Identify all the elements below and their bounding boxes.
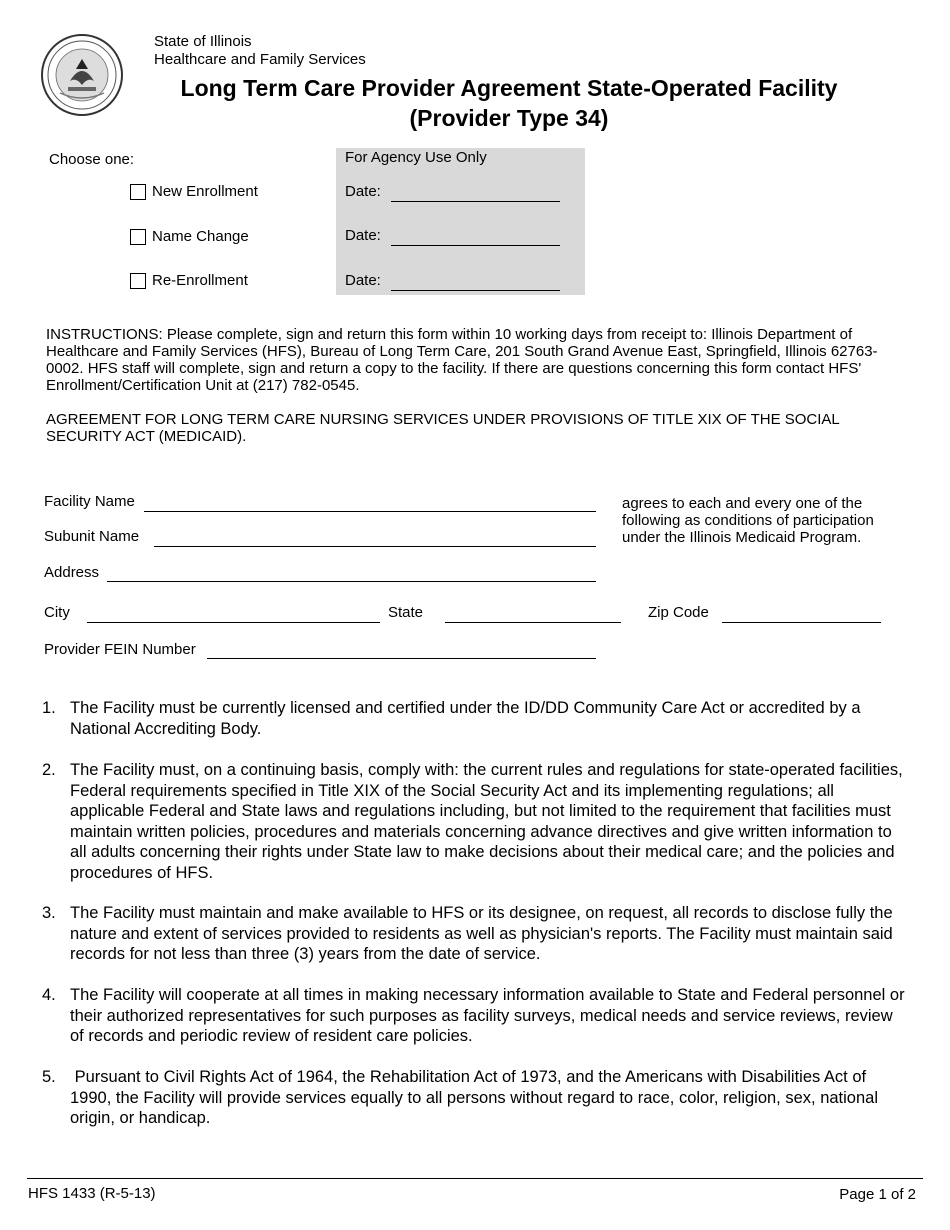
condition-item-3 xyxy=(40,903,910,965)
re-enrollment-checkbox[interactable] xyxy=(130,273,146,289)
state-label: State xyxy=(388,604,424,621)
condition-item-5 xyxy=(40,1067,910,1129)
address-field[interactable] xyxy=(107,581,596,582)
name-change-checkbox[interactable] xyxy=(130,229,146,245)
facility-name-field[interactable] xyxy=(144,511,596,512)
zip-code-field[interactable] xyxy=(722,622,881,623)
address-label: Address xyxy=(44,564,100,581)
date-label-1: Date: xyxy=(345,183,381,200)
facility-name-label: Facility Name xyxy=(44,493,135,510)
form-number: HFS 1433 (R-5-13) xyxy=(28,1185,156,1202)
new-enrollment-checkbox[interactable] xyxy=(130,184,146,200)
zip-code-label: Zip Code xyxy=(648,604,709,621)
condition-text: The Facility must, on a continuing basis, comply with: the current rules and regulations for state-operated facilities, Federal requirements specified in Title XIX of the Social Security Act and its implementing regulations; all applicable Federal and State laws and regulations including, but not limited to the requirement that facilities must maintain written policies, procedures and materials concerning advance directives and give written information to all adults concerning their rights under State law to make decisions about their medical care; and the policies and procedures of HFS. xyxy=(70,761,903,882)
footer-divider xyxy=(27,1178,923,1179)
condition-number: 5. xyxy=(42,1068,56,1086)
state-field[interactable] xyxy=(445,622,621,623)
new-enrollment-label: New Enrollment xyxy=(152,183,258,200)
condition-text: The Facility must maintain and make available to HFS or its designee, on request, all records to disclose fully the nature and extent of services provided to residents as well as physician's reports. The Facility must maintain said records for not less than three (3) years from the date of service. xyxy=(70,904,893,963)
name-change-label: Name Change xyxy=(152,228,249,245)
re-enrollment-label: Re-Enrollment xyxy=(152,272,248,289)
condition-item-2 xyxy=(40,760,910,883)
agency-line-2: Healthcare and Family Services xyxy=(154,51,366,68)
condition-number: 2. xyxy=(42,761,56,779)
condition-item-1 xyxy=(40,698,910,739)
condition-number: 4. xyxy=(42,986,56,1004)
form-subtitle: (Provider Type 34) xyxy=(409,105,609,131)
condition-text: Pursuant to Civil Rights Act of 1964, the Rehabilitation Act of 1973, and the Americans with Disabilities Act of 1990, the Facility will provide services equally to all persons without regard to race, color, religion, sex, national origin, or handicap. xyxy=(70,1068,883,1127)
date-label-2: Date: xyxy=(345,227,381,244)
condition-text: The Facility must be currently licensed and certified under the ID/DD Community Care Act or accredited by a National Accrediting Body. xyxy=(70,699,861,738)
agency-line-1: State of Illinois xyxy=(154,33,252,50)
subunit-name-field[interactable] xyxy=(154,546,596,547)
agency-use-heading: For Agency Use Only xyxy=(345,149,487,166)
subunit-name-label: Subunit Name xyxy=(44,528,140,545)
city-label: City xyxy=(44,604,70,621)
form-title: Long Term Care Provider Agreement State-Operated Facility xyxy=(180,75,838,101)
state-seal-logo xyxy=(40,33,124,117)
condition-number: 3. xyxy=(42,904,56,922)
condition-number: 1. xyxy=(42,699,56,717)
choose-one-label: Choose one: xyxy=(49,151,135,168)
date-field-1[interactable] xyxy=(391,201,560,202)
instructions-text: INSTRUCTIONS: Please complete, sign and return this form within 10 working days from receipt to: Illinois Department of Healthcare and Family Services (HFS), Bureau of Long Term Care, 201 South Grand Avenue East, Springfield, Illinois 62763-0002. HFS staff will complete, sign and return a copy to the facility. If there are questions concerning this form contact HFS' Enrollment/Certification Unit at (217) 782-0545. xyxy=(46,326,878,394)
agreement-heading: AGREEMENT FOR LONG TERM CARE NURSING SERVICES UNDER PROVISIONS OF TITLE XIX OF THE SOCIAL SECURITY ACT (MEDICAID). xyxy=(46,411,840,445)
condition-text: The Facility will cooperate at all times in making necessary information available to State and Federal personnel or their authorized representatives for such purposes as facility surveys, medical needs and service reviews, review of records and periodic review of resident care policies. xyxy=(70,986,905,1045)
agency-use-box xyxy=(336,148,585,295)
date-field-3[interactable] xyxy=(391,290,560,291)
page-number: Page 1 of 2 xyxy=(839,1186,916,1203)
city-field[interactable] xyxy=(87,622,380,623)
fein-field[interactable] xyxy=(207,658,596,659)
date-label-3: Date: xyxy=(345,272,381,289)
agrees-text: agrees to each and every one of the following as conditions of participation under the Illinois Medicaid Program. xyxy=(622,495,874,546)
date-field-2[interactable] xyxy=(391,245,560,246)
condition-item-4 xyxy=(40,985,910,1047)
fein-label: Provider FEIN Number xyxy=(44,641,196,658)
